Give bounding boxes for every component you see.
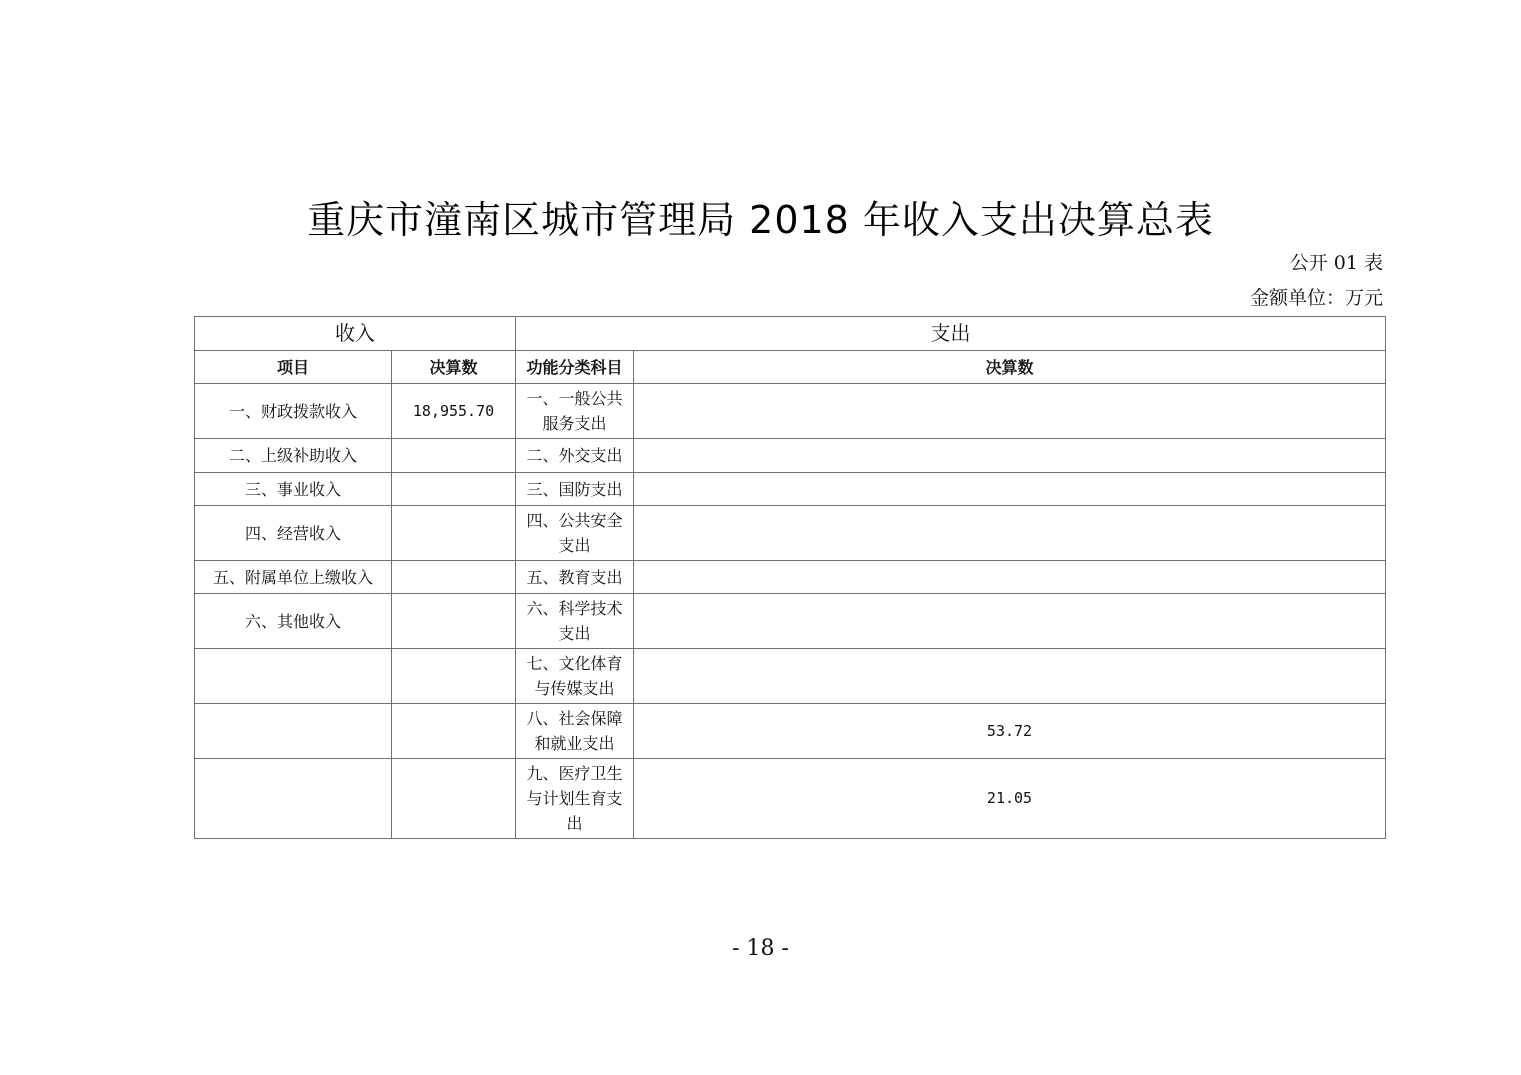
expense-amount-cell xyxy=(634,561,1386,594)
income-item-cell xyxy=(195,649,392,704)
table-row xyxy=(195,759,1386,839)
income-item-cell xyxy=(195,704,392,759)
income-amount-cell xyxy=(392,473,516,506)
table-row xyxy=(195,649,1386,704)
expense-amount-cell xyxy=(634,473,1386,506)
table-row xyxy=(195,561,1386,594)
table-code: 公开 01 表 xyxy=(1289,252,1383,274)
expense-category-cell: 一、一般公共服务支出 xyxy=(516,384,634,439)
expense-category-cell: 二、外交支出 xyxy=(516,439,634,473)
expense-amount-cell xyxy=(634,649,1386,704)
expense-category-cell: 七、文化体育与传媒支出 xyxy=(516,649,634,704)
expense-category-cell: 六、科学技术支出 xyxy=(516,594,634,649)
income-item-cell: 二、上级补助收入 xyxy=(195,439,392,473)
table-row xyxy=(195,439,1386,473)
income-item-cell xyxy=(195,759,392,839)
expense-amount-header: 决算数 xyxy=(634,351,1386,384)
budget-table xyxy=(194,316,1386,839)
income-item-cell: 四、经营收入 xyxy=(195,506,392,561)
income-item-cell: 一、财政拨款收入 xyxy=(195,384,392,439)
income-amount-cell xyxy=(392,759,516,839)
income-amount-cell xyxy=(392,439,516,473)
income-amount-cell xyxy=(392,561,516,594)
expense-amount-cell: 21.05 xyxy=(634,759,1386,839)
unit-label: 金额单位：万元 xyxy=(1249,287,1383,309)
expense-amount-cell xyxy=(634,594,1386,649)
expense-amount-cell: 53.72 xyxy=(634,704,1386,759)
expense-category-header: 功能分类科目 xyxy=(516,351,634,384)
income-amount-cell: 18,955.70 xyxy=(392,384,516,439)
table-row xyxy=(195,506,1386,561)
income-amount-cell xyxy=(392,506,516,561)
income-amount-header: 决算数 xyxy=(392,351,516,384)
income-item-cell: 三、事业收入 xyxy=(195,473,392,506)
expense-category-cell: 五、教育支出 xyxy=(516,561,634,594)
table-row xyxy=(195,704,1386,759)
column-header-row xyxy=(195,351,1386,384)
income-item-cell: 六、其他收入 xyxy=(195,594,392,649)
table-row xyxy=(195,384,1386,439)
expense-amount-cell xyxy=(634,506,1386,561)
document-title: 重庆市潼南区城市管理局 2018 年收入支出决算总表 xyxy=(307,198,1214,242)
income-item-cell: 五、附属单位上缴收入 xyxy=(195,561,392,594)
table-row xyxy=(195,473,1386,506)
expense-category-cell: 九、医疗卫生与计划生育支出 xyxy=(516,759,634,839)
income-amount-cell xyxy=(392,649,516,704)
page-number: - 18 - xyxy=(732,936,789,961)
income-item-header: 项目 xyxy=(195,351,392,384)
expense-category-cell: 八、社会保障和就业支出 xyxy=(516,704,634,759)
expense-category-cell: 三、国防支出 xyxy=(516,473,634,506)
income-amount-cell xyxy=(392,594,516,649)
income-section-header: 收入 xyxy=(195,317,516,351)
expense-amount-cell xyxy=(634,384,1386,439)
expense-category-cell: 四、公共安全支出 xyxy=(516,506,634,561)
income-amount-cell xyxy=(392,704,516,759)
expenditure-section-header: 支出 xyxy=(516,317,1386,351)
table-row xyxy=(195,594,1386,649)
section-header-row xyxy=(195,317,1386,351)
expense-amount-cell xyxy=(634,439,1386,473)
